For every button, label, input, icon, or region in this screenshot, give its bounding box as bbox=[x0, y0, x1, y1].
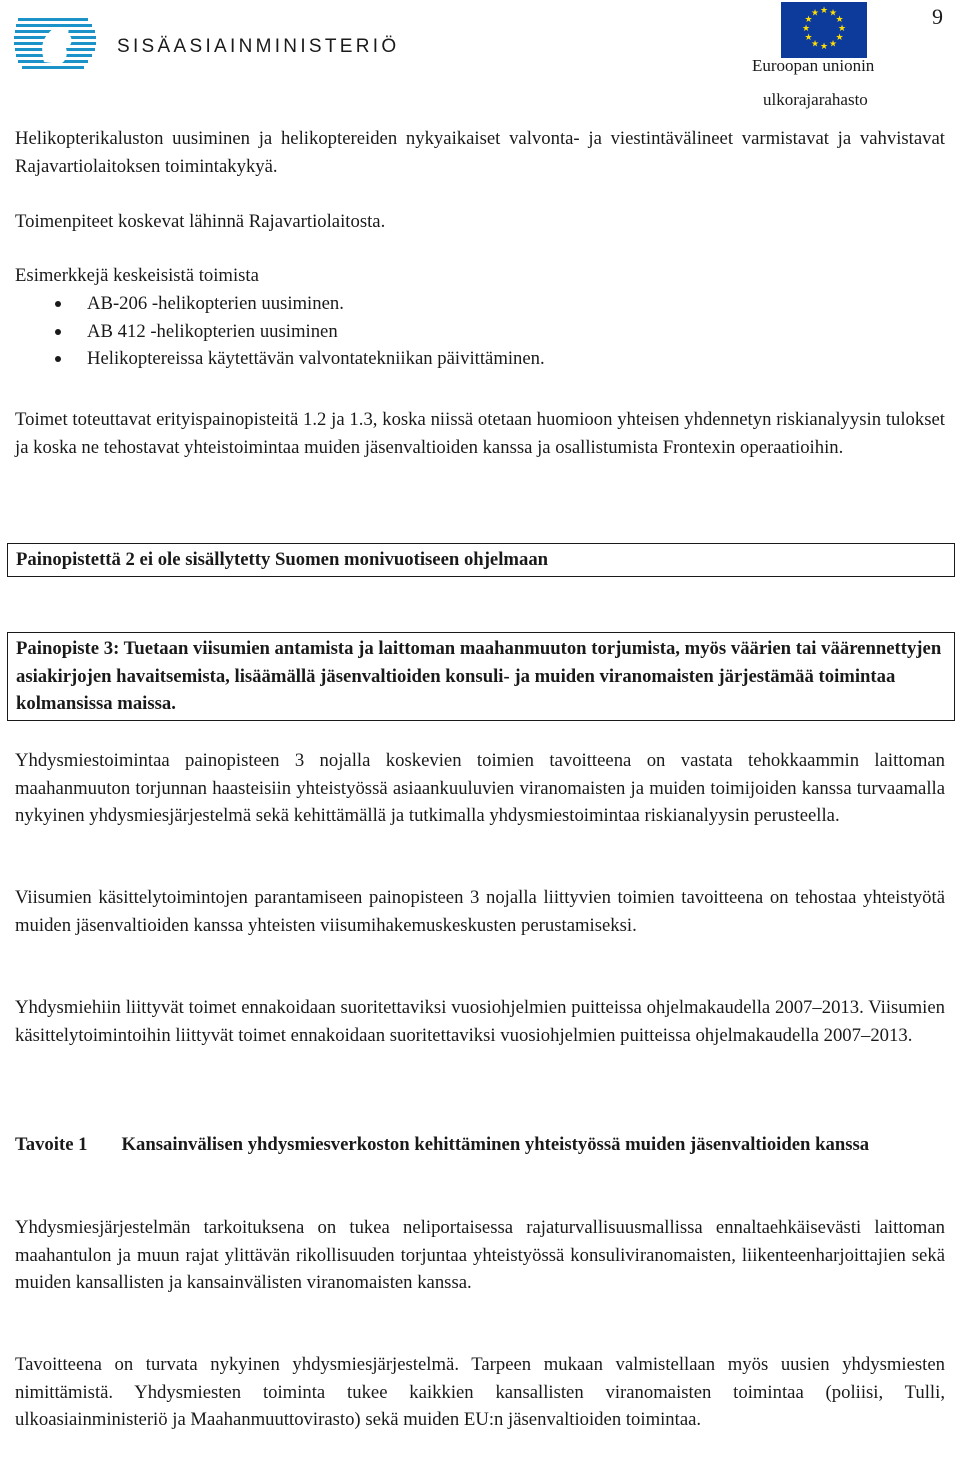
examples-list bbox=[15, 290, 945, 373]
svg-text:★: ★ bbox=[810, 8, 820, 19]
ministry-logo bbox=[14, 12, 434, 76]
svg-text:★: ★ bbox=[835, 15, 844, 25]
goal-title: Kansainvälisen yhdysmiesverkoston kehittäminen yhteistyössä muiden jäsenvaltioiden kanssa bbox=[121, 1134, 870, 1155]
paragraph-annual-programmes: Yhdysmiehiin liittyvät toimet ennakoidaan suoritettaviksi vuosiohjelmien puitteissa ohjelmakaudella 2007–2013. Viisumien käsittelytoimintoihin liittyvät toimet ennakoidaan suoritettaviksi vuosiohjelmien puitteissa ohjelmakaudella 2007–2013. bbox=[15, 997, 945, 1046]
eu-caption-line2: ulkorajarahasto bbox=[763, 90, 868, 109]
svg-text:★: ★ bbox=[804, 33, 813, 43]
paragraph-liaison-goals: Yhdysmiestoimintaa painopisteen 3 nojalla koskevien toimien tavoitteena on vastata tehokkaammin laittoman maahanmuuton torjunnan haasteisiin yhteistyössä asiaankuuluvien viranomaisten ja muiden toimijoiden kanssa turvaamalla nykyinen yhdysmiesjärjestelmä sekä kehittämällä ja tutkimalla yhdysmiestoimintaa riskianalyysin perusteella. bbox=[15, 750, 945, 826]
paragraph-target-agency: Toimenpiteet koskevat lähinnä Rajavartiolaitosta. bbox=[15, 211, 386, 232]
svg-text:★: ★ bbox=[819, 42, 829, 52]
paragraph-visa-goals: Viisumien käsittelytoimintojen parantamiseen painopisteen 3 nojalla liittyvien toimien tavoitteena on tehostaa yhteistyötä muiden jäsenvaltioiden kanssa yhteisten viisumihakemuskeskusten perustamiseksi. bbox=[15, 887, 945, 936]
list-item: Helikoptereissa käytettävän valvontatekniikan päivittäminen. bbox=[15, 345, 945, 373]
list-item: AB 412 -helikopterien uusiminen bbox=[15, 318, 945, 346]
svg-text:★: ★ bbox=[810, 39, 820, 50]
examples-heading: Esimerkkejä keskeisistä toimista bbox=[15, 265, 259, 286]
paragraph-goal-secure-system: Tavoitteena on turvata nykyinen yhdysmiesjärjestelmä. Tarpeen mukaan valmistellaan myös uusien yhdysmiesten nimittämistä. Yhdysmiesten toiminta tukee kaikkien kansallisten viranomaisten toimintaa (poliisi, Tulli, ulkoasiainministeriö ja Maahanmuuttovirasto) sekä muiden EU:n jäsenvaltioiden toimintaa. bbox=[15, 1354, 945, 1430]
paragraph-liaison-system: Yhdysmiesjärjestelmän tarkoituksena on tukea neliportaisessa rajaturvallisuusmallissa ennaltaehkäisevästi laittoman maahantulon ja muun rajat ylittävän rikollisuuden torjuntaa yhteistyössä konsuliviranomaisten, liikenteenharjoittajien sekä muiden kansallisten ja kansainvälisten viranomaisten kanssa. bbox=[15, 1217, 945, 1293]
eu-caption-line1: Euroopan unionin bbox=[752, 56, 875, 75]
priority-3-box: Painopiste 3: Tuetaan viisumien antamista ja laittoman maahanmuuton torjumista, myös väärien tai väärennettyjen asiakirjojen havaitsemista, lisäämällä jäsenvaltioiden konsuli- ja muiden viranomaisten järjestämää toimintaa kolmansissa maissa. bbox=[7, 632, 955, 721]
page-number: 9 bbox=[932, 4, 943, 29]
svg-text:★: ★ bbox=[804, 15, 813, 25]
svg-text:★: ★ bbox=[801, 24, 811, 34]
goal-1-heading bbox=[15, 1131, 945, 1159]
svg-text:★: ★ bbox=[828, 39, 838, 50]
svg-text:★: ★ bbox=[837, 24, 847, 34]
ministry-name: SISÄASIAINMINISTERIÖ bbox=[117, 36, 400, 57]
eu-flag-icon bbox=[781, 2, 867, 58]
paragraph-priorities: Toimet toteuttavat erityispainopisteitä 1.2 ja 1.3, koska niissä otetaan huomioon yhteisen yhdennetyn riskianalyysin tulokset ja koska ne tehostavat yhteistoimintaa muiden jäsenvaltioiden kanssa ja osallistumista Frontexin operaatioihin. bbox=[15, 409, 945, 458]
list-item: AB-206 -helikopterien uusiminen. bbox=[15, 290, 945, 318]
svg-text:★: ★ bbox=[828, 8, 838, 19]
lion-emblem-icon bbox=[14, 12, 104, 76]
svg-text:★: ★ bbox=[819, 6, 829, 16]
goal-label: Tavoite 1 bbox=[15, 1134, 88, 1155]
paragraph-helicopter-renewal: Helikopterikaluston uusiminen ja helikoptereiden nykyaikaiset valvonta- ja viestintävälineet varmistavat ja vahvistavat Rajavartiolaitoksen toimintakykyä. bbox=[15, 128, 945, 177]
priority-2-box: Painopistettä 2 ei ole sisällytetty Suomen monivuotiseen ohjelmaan bbox=[7, 543, 955, 577]
svg-text:★: ★ bbox=[835, 33, 844, 43]
